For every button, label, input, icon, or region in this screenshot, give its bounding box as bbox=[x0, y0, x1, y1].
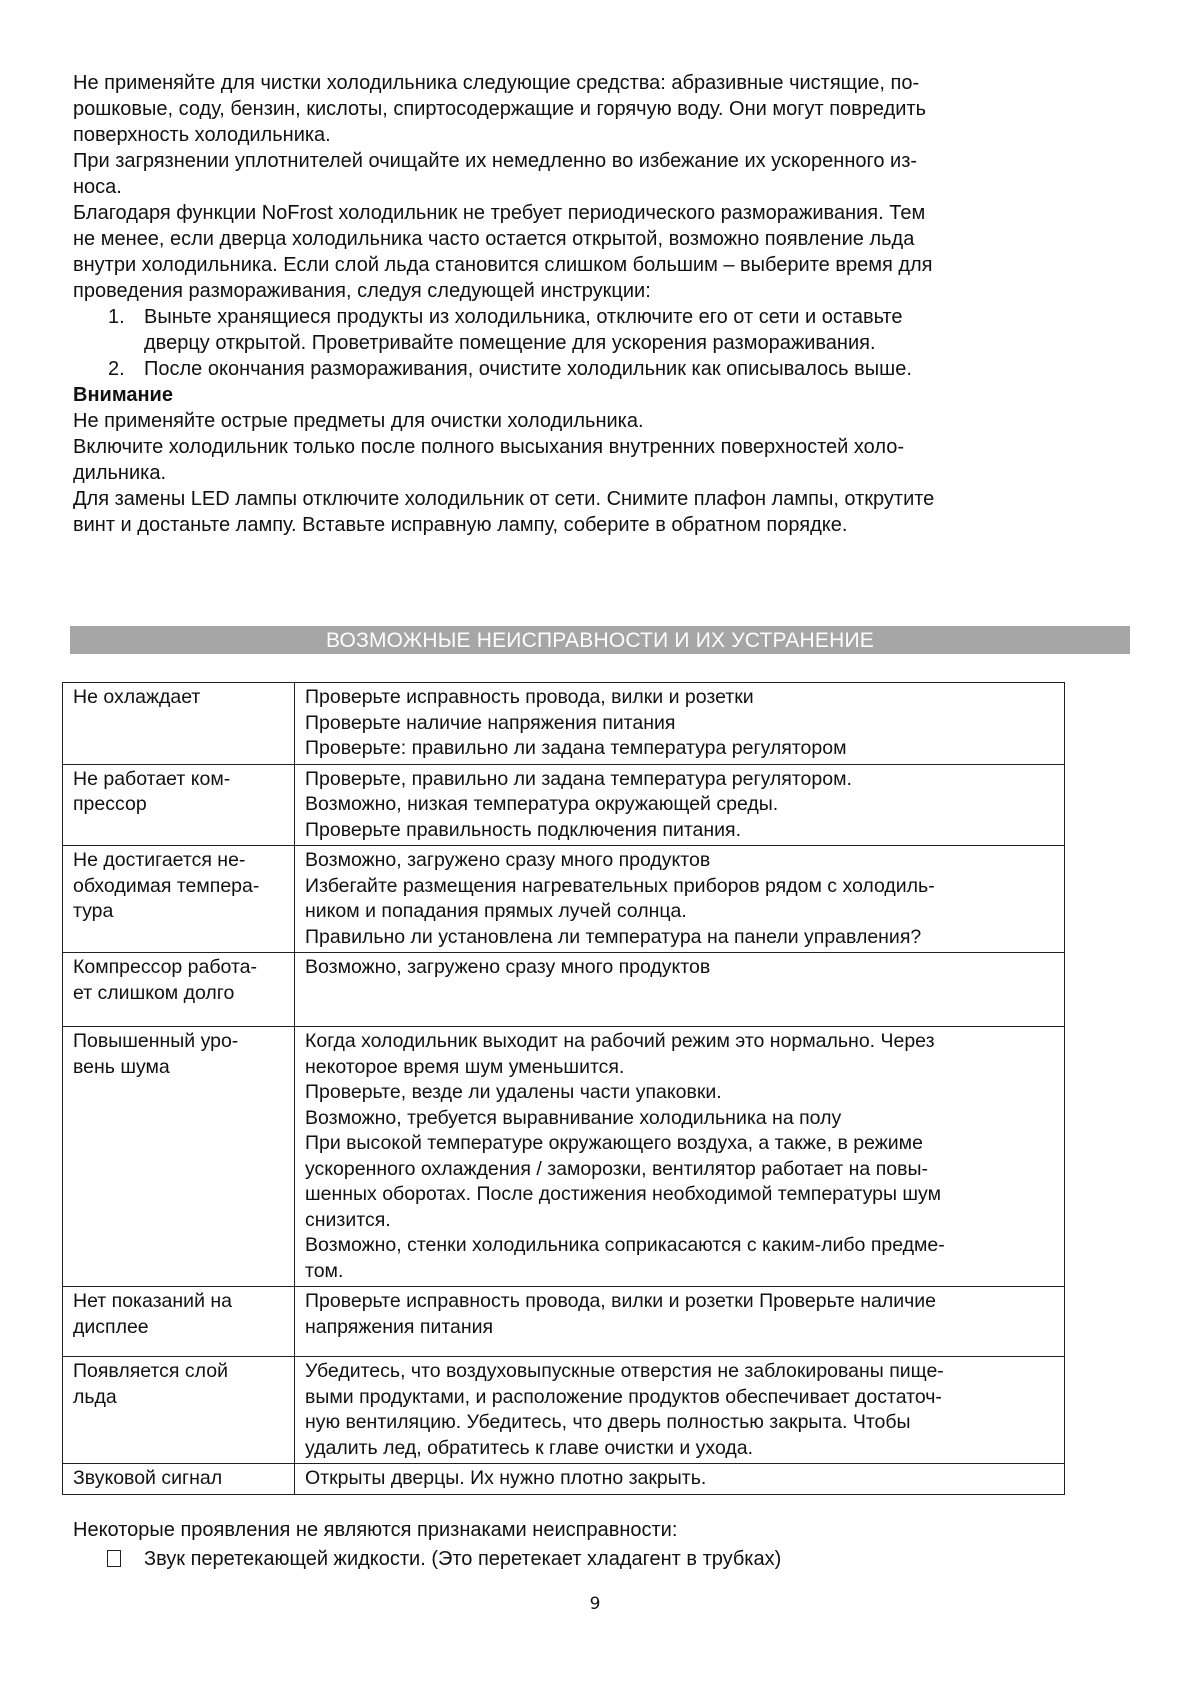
symptom-line: Не охлаждает bbox=[73, 686, 201, 708]
defrost-steps bbox=[73, 304, 1118, 382]
intro-line: При загрязнении уплотнителей очищайте их немедленно во избежание их ускоренного из- bbox=[73, 150, 918, 172]
solution-line: Возможно, требуется выравнивание холодильника на полу bbox=[305, 1106, 842, 1129]
warning-line: Включите холодильник только после полного высыхания внутренних поверхностей холо- bbox=[73, 436, 905, 458]
section-title-banner: ВОЗМОЖНЫЕ НЕИСПРАВНОСТИ И ИХ УСТРАНЕНИЕ bbox=[70, 626, 1130, 654]
symptom-cell bbox=[63, 846, 295, 953]
solution-line: Проверьте, везде ли удалены части упаковки. bbox=[305, 1081, 722, 1103]
solution-line: Проверьте: правильно ли задана температура регулятором bbox=[305, 737, 847, 759]
footer-note-item-text: Звук перетекающей жидкости. (Это перетекает хладагент в трубках) bbox=[144, 1548, 782, 1570]
solution-line: ником и попадания прямых лучей солнца. bbox=[305, 900, 687, 922]
table-row bbox=[63, 846, 1065, 953]
symptom-line: Повышенный уро- bbox=[73, 1030, 239, 1052]
symptom-line: Нет показаний на bbox=[73, 1290, 232, 1312]
symptom-cell bbox=[63, 1357, 295, 1464]
warning-block bbox=[73, 408, 1118, 538]
solution-line: Проверьте исправность провода, вилки и розетки Проверьте наличие bbox=[305, 1290, 937, 1312]
footer-note-item bbox=[73, 1545, 1113, 1573]
symptom-line: Звуковой сигнал bbox=[73, 1467, 223, 1489]
intro-paragraphs bbox=[73, 70, 1118, 304]
solution-line: Проверьте исправность провода, вилки и розетки bbox=[305, 686, 754, 708]
solution-cell bbox=[295, 1357, 1065, 1464]
intro-line: поверхность холодильника. bbox=[73, 124, 331, 146]
solution-line: Возможно, загружено сразу много продуктов bbox=[305, 956, 711, 978]
solution-line: Избегайте размещения нагревательных приборов рядом с холодиль- bbox=[305, 874, 935, 897]
step-number: 1. bbox=[108, 306, 125, 328]
warning-line: Для замены LED лампы отключите холодильник от сети. Снимите плафон лампы, открутите bbox=[73, 488, 935, 510]
intro-line: Благодаря функции NoFrost холодильник не требует периодического размораживания. Тем bbox=[73, 202, 926, 224]
table-row bbox=[63, 683, 1065, 765]
intro-line: носа. bbox=[73, 176, 122, 198]
table-row bbox=[63, 1464, 1065, 1495]
symptom-cell bbox=[63, 1027, 295, 1287]
symptom-cell bbox=[63, 953, 295, 1027]
solution-cell bbox=[295, 683, 1065, 765]
solution-cell bbox=[295, 1287, 1065, 1357]
table-row bbox=[63, 1357, 1065, 1464]
table-row bbox=[63, 764, 1065, 846]
table-row bbox=[63, 1027, 1065, 1287]
solution-cell bbox=[295, 1464, 1065, 1495]
solution-line: некоторое время шум уменьшится. bbox=[305, 1055, 625, 1078]
solution-line: Возможно, загружено сразу много продуктов bbox=[305, 849, 711, 871]
solution-line: шенных оборотах. После достижения необходимой температуры шум bbox=[305, 1183, 941, 1205]
warning-title: Внимание bbox=[73, 384, 173, 406]
symptom-line: обходимая темпера- bbox=[73, 874, 260, 897]
warning-line: дильника. bbox=[73, 462, 167, 484]
solution-line: ускоренного охлаждения / заморозки, вентилятор работает на повы- bbox=[305, 1157, 928, 1180]
solution-line: Проверьте наличие напряжения питания bbox=[305, 711, 676, 734]
intro-line: внутри холодильника. Если слой льда становится слишком большим – выберите время для bbox=[73, 254, 933, 276]
defrost-step bbox=[73, 356, 1118, 382]
solution-line: Возможно, стенки холодильника соприкасаются с каким-либо предме- bbox=[305, 1234, 945, 1256]
step-line: дверцу открытой. Проветривайте помещение для ускорения размораживания. bbox=[144, 332, 876, 354]
footer-note bbox=[73, 1517, 1113, 1573]
symptom-line: прессор bbox=[73, 793, 147, 815]
solution-line: удалить лед, обратитесь к главе очистки и ухода. bbox=[305, 1436, 753, 1459]
intro-line: проведения размораживания, следуя следующей инструкции: bbox=[73, 280, 651, 302]
intro-line: не менее, если дверца холодильника часто остается открытой, возможно появление льда bbox=[73, 228, 915, 250]
solution-line: Убедитесь, что воздуховыпускные отверстия не заблокированы пище- bbox=[305, 1360, 944, 1382]
symptom-cell bbox=[63, 1287, 295, 1357]
table-row bbox=[63, 953, 1065, 1027]
step-line: Выньте хранящиеся продукты из холодильника, отключите его от сети и оставьте bbox=[144, 306, 903, 328]
symptom-line: тура bbox=[73, 900, 114, 922]
footer-note-heading: Некоторые проявления не являются признаками неисправности: bbox=[73, 1519, 678, 1541]
solution-line: Открыты дверцы. Их нужно плотно закрыть. bbox=[305, 1467, 707, 1489]
solution-line: том. bbox=[305, 1259, 344, 1282]
solution-cell bbox=[295, 846, 1065, 953]
solution-cell bbox=[295, 953, 1065, 1027]
page-number: 9 bbox=[589, 1594, 601, 1614]
symptom-cell bbox=[63, 764, 295, 846]
solution-line: Проверьте правильность подключения питания. bbox=[305, 818, 742, 841]
solution-line: выми продуктами, и расположение продуктов обеспечивает достаточ- bbox=[305, 1385, 942, 1408]
solution-cell bbox=[295, 1027, 1065, 1287]
warning-line: Не применяйте острые предметы для очистки холодильника. bbox=[73, 410, 644, 432]
solution-line: Возможно, низкая температура окружающей среды. bbox=[305, 793, 779, 815]
symptom-line: дисплее bbox=[73, 1315, 149, 1338]
step-number: 2. bbox=[108, 358, 125, 380]
troubleshooting-table bbox=[62, 682, 1065, 1495]
solution-cell bbox=[295, 764, 1065, 846]
solution-line: Когда холодильник выходит на рабочий режим это нормально. Через bbox=[305, 1030, 935, 1052]
symptom-line: Компрессор работа- bbox=[73, 956, 258, 978]
checkbox-bullet-icon bbox=[107, 1550, 121, 1567]
symptom-line: Появляется слой bbox=[73, 1360, 228, 1382]
warning-line: винт и достаньте лампу. Вставьте исправную лампу, соберите в обратном порядке. bbox=[73, 514, 848, 536]
solution-line: Правильно ли установлена ли температура на панели управления? bbox=[305, 925, 922, 948]
intro-section bbox=[73, 70, 1118, 538]
symptom-line: Не работает ком- bbox=[73, 767, 231, 790]
symptom-line: ет слишком долго bbox=[73, 981, 235, 1004]
symptom-cell bbox=[63, 683, 295, 765]
solution-line: снизится. bbox=[305, 1208, 391, 1231]
intro-line: Не применяйте для чистки холодильника следующие средства: абразивные чистящие, по- bbox=[73, 72, 920, 94]
step-line: После окончания размораживания, очистите холодильник как описывалось выше. bbox=[144, 358, 912, 380]
solution-line: напряжения питания bbox=[305, 1315, 494, 1338]
solution-line: При высокой температуре окружающего воздуха, а также, в режиме bbox=[305, 1132, 923, 1154]
solution-line: Проверьте, правильно ли задана температура регулятором. bbox=[305, 767, 852, 790]
defrost-step bbox=[73, 304, 1118, 356]
solution-line: ную вентиляцию. Убедитесь, что дверь полностью закрыта. Чтобы bbox=[305, 1411, 911, 1433]
table-row bbox=[63, 1287, 1065, 1357]
symptom-line: льда bbox=[73, 1385, 117, 1408]
symptom-cell bbox=[63, 1464, 295, 1495]
symptom-line: Не достигается не- bbox=[73, 849, 246, 871]
intro-line: рошковые, соду, бензин, кислоты, спиртосодержащие и горячую воду. Они могут повредить bbox=[73, 98, 927, 120]
symptom-line: вень шума bbox=[73, 1055, 170, 1078]
